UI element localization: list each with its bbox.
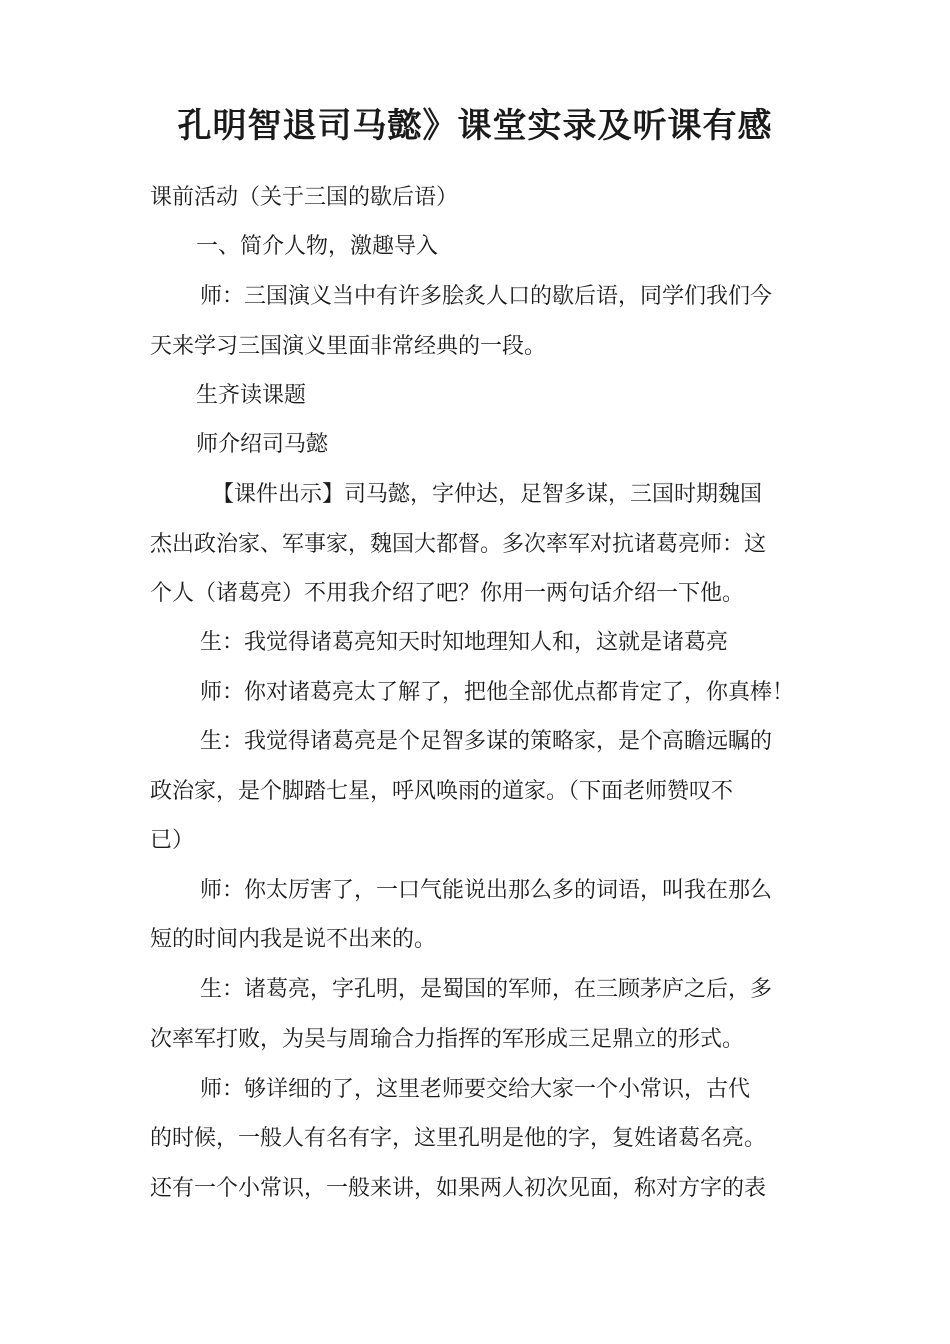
- text-line: 【课件出示】司马懿，字仲达，足智多谋，三国时期魏国: [212, 482, 763, 507]
- text-line: 师：三国演义当中有许多脍炙人口的歇后语，同学们我们今: [200, 284, 773, 309]
- text-line: 天来学习三国演义里面非常经典的一段。: [150, 334, 547, 359]
- text-line: 师：你太厉害了，一口气能说出那么多的词语，叫我在那么: [200, 878, 773, 903]
- text-line: 一、简介人物，激趣导入: [196, 234, 439, 259]
- text-line: 生齐读课题: [196, 383, 307, 408]
- text-line: 已）: [150, 828, 195, 853]
- text-line: 师：够详细的了，这里老师要交给大家一个小常识，古代: [200, 1077, 751, 1102]
- text-line: 课前活动（关于三国的歇后语）: [150, 185, 459, 210]
- text-line: 的时候，一般人有名有字，这里孔明是他的字，复姓诸葛名亮。: [150, 1126, 767, 1151]
- text-line: 杰出政治家、军事家，魏国大都督。多次率军对抗诸葛亮师：这: [150, 532, 767, 557]
- text-line: 次率军打败，为吴与周瑜合力指挥的军形成三足鼎立的形式。: [150, 1027, 745, 1052]
- text-line: 师：你对诸葛亮太了解了，把他全部优点都肯定了，你真棒！: [200, 680, 795, 705]
- text-line: 生：我觉得诸葛亮是个足智多谋的策略家，是个高瞻远瞩的: [200, 729, 773, 754]
- text-line: 政治家，是个脚踏七星，呼风唤雨的道家。（下面老师赞叹不: [150, 779, 734, 804]
- text-line: 还有一个小常识，一般来讲，如果两人初次见面，称对方字的表: [150, 1176, 767, 1201]
- document-title: 孔明智退司马懿》课堂实录及听课有感: [177, 106, 773, 146]
- text-line: 个人（诸葛亮）不用我介绍了吧？你用一两句话介绍一下他。: [150, 581, 745, 606]
- text-line: 师介绍司马懿: [196, 432, 329, 457]
- text-line: 生：诸葛亮，字孔明，是蜀国的军师，在三顾茅庐之后，多: [200, 977, 773, 1002]
- text-line: 生：我觉得诸葛亮知天时知地理知人和，这就是诸葛亮: [200, 630, 729, 655]
- text-line: 短的时间内我是说不出来的。: [150, 927, 437, 952]
